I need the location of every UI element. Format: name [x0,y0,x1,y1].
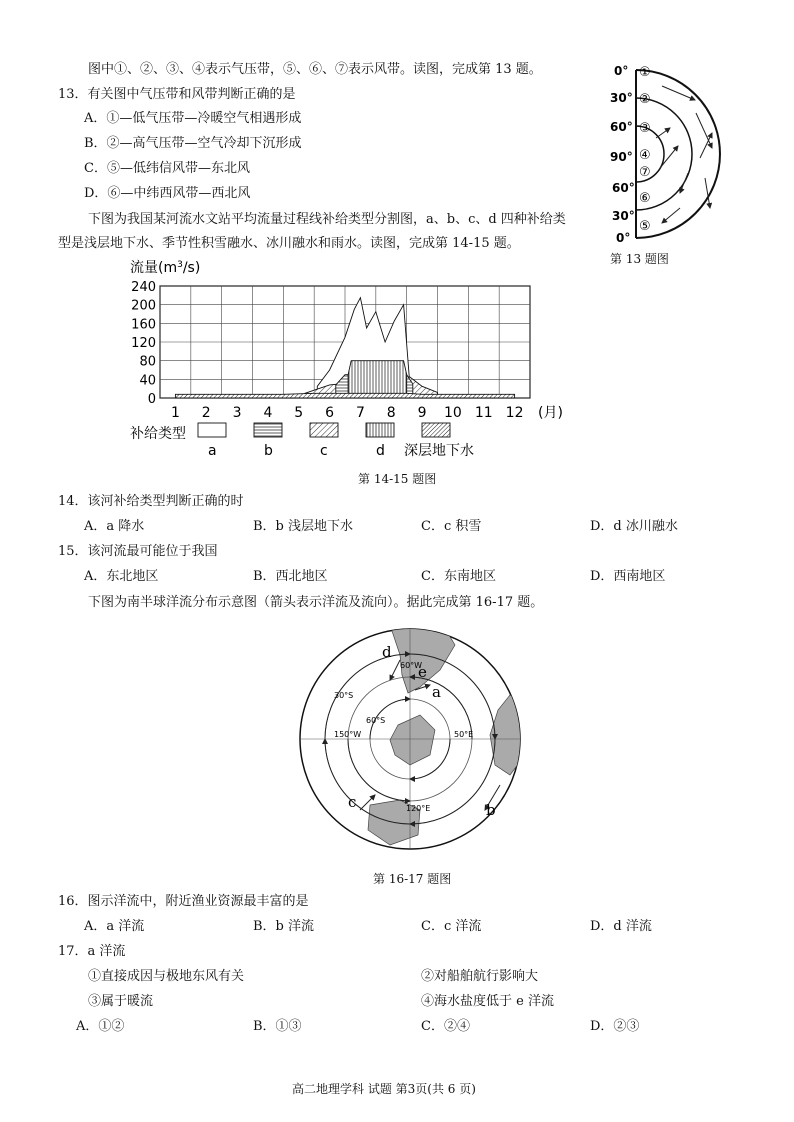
legend-swatch-b [254,423,282,437]
belt-label: ⑥ [639,191,651,206]
legend-swatch-a [198,423,226,437]
q16-option-b[interactable]: B．b 洋流 [253,919,315,934]
q13-figure-caption: 第 13 题图 [610,252,669,266]
chart-xlabel: (月) [538,405,563,421]
map-label-lat1: 30°S [334,691,354,700]
q17-option-c[interactable]: C．②④ [421,1019,470,1034]
pressure-belt-diagram [600,58,740,248]
q17-statement-1: ①直接成因与极地东风有关 [88,969,245,984]
q14-stem: 14．该河补给类型判断正确的时 [58,494,244,509]
lat-label: 0° [614,64,629,78]
lat-label: 30° [612,209,635,223]
q15-stem: 15．该河流最可能位于我国 [58,544,218,559]
legend-label-b: b [264,443,273,459]
q15-option-b[interactable]: B．西北地区 [253,569,328,584]
belt-label: ② [639,92,651,107]
q13-option-d[interactable]: D．⑥—中纬西风带—西北风 [84,186,251,201]
y-tick-label: 200 [131,298,156,314]
q14-option-d[interactable]: D．d 冰川融水 [590,519,678,534]
map-caption: 第 16-17 题图 [373,872,452,886]
q15-option-a[interactable]: A．东北地区 [84,569,159,584]
q1617-intro: 下图为南半球洋流分布示意图（箭头表示洋流及流向）。据此完成第 16-17 题。 [88,595,544,610]
q13-option-c[interactable]: C．⑤—低纬信风带—东北风 [84,161,250,176]
q17-statement-2: ②对船舶航行影响大 [421,969,539,984]
chart-caption: 第 14-15 题图 [358,472,437,486]
page-footer: 高二地理学科 试题 第3页(共 6 页) [292,1082,476,1096]
x-tick-label: 3 [232,405,242,421]
q14-option-a[interactable]: A．a 降水 [84,519,145,534]
x-tick-label: 9 [417,405,427,421]
legend-title: 补给类型 [130,426,186,442]
y-tick-label: 0 [147,392,156,407]
q16-option-a[interactable]: A．a 洋流 [84,919,145,934]
q1415-intro-2: 型是浅层地下水、季节性积雪融水、冰川融水和雨水。读图，完成第 14-15 题。 [58,236,520,251]
x-tick-label: 5 [294,405,304,421]
q14-option-c[interactable]: C．c 积雪 [421,519,482,534]
q13-stem: 13．有关图中气压带和风带判断正确的是 [58,87,296,102]
legend-swatch-c [310,423,338,437]
map-label-c: c [348,793,357,811]
q1415-intro-1: 下图为我国某河流水文站平均流量过程线补给类型分割图，a、b、c、d 四种补给类 [88,212,566,227]
map-label-lat2: 60°S [366,716,386,725]
legend-label-d: d [376,443,385,459]
lat-label: 60° [610,120,633,134]
chart-ylabel: 流量$(m^3/s)$ [130,260,201,276]
legend-label-a: a [208,443,217,459]
x-tick-label: 6 [325,405,335,421]
x-tick-label: 12 [505,405,524,421]
legend-swatch-deep [422,423,450,437]
x-tick-label: 11 [474,405,493,421]
map-label-lon1: 60°W [400,661,423,670]
ocean-current-map [290,615,530,865]
x-tick-label: 8 [386,405,396,421]
belt-label: ① [639,65,651,80]
y-tick-label: 120 [131,336,156,351]
belt-label: ⑦ [639,165,651,180]
q17-option-a[interactable]: A．①② [76,1019,125,1034]
q16-option-d[interactable]: D．d 洋流 [590,919,652,934]
belt-label: ⑤ [639,219,651,234]
x-tick-label: 1 [170,405,180,421]
x-tick-label: 2 [201,405,211,421]
series-area-deep [175,393,514,398]
q13-option-a[interactable]: A．①—低气压带—冷暖空气相遇形成 [84,111,302,126]
series-area-d [348,361,407,398]
legend-swatch-d [366,423,394,437]
q17-stem: 17．a 洋流 [58,944,126,959]
lat-label: 0° [616,231,631,245]
q14-option-b[interactable]: B．b 浅层地下水 [253,519,354,534]
x-tick-label: 7 [355,405,365,421]
q15-option-d[interactable]: D．西南地区 [590,569,666,584]
q17-option-d[interactable]: D．②③ [590,1019,640,1034]
belt-label: ③ [639,121,651,136]
map-label-d: d [382,643,392,661]
map-label-lon2: 150°W [334,730,362,739]
q16-option-c[interactable]: C．c 洋流 [421,919,482,934]
y-tick-label: 240 [131,280,156,295]
hydrograph-chart [120,258,570,463]
belt-label: ④ [639,148,651,163]
map-label-e: e [418,663,427,681]
map-label-lon4: 120°E [406,804,431,813]
map-label-b: b [486,801,496,819]
lat-label: 90° [610,150,633,164]
legend-label-deep: 深层地下水 [404,443,474,459]
legend-label-c: c [320,443,328,459]
y-tick-label: 80 [139,354,156,370]
q17-option-b[interactable]: B．①③ [253,1019,302,1034]
map-label-a: a [432,683,441,701]
y-tick-label: 40 [139,373,156,389]
q16-stem: 16．图示洋流中，附近渔业资源最丰富的是 [58,894,309,909]
lat-label: 30° [610,91,633,105]
y-tick-label: 160 [131,317,156,333]
q13-intro: 图中①、②、③、④表示气压带，⑤、⑥、⑦表示风带。读图，完成第 13 题。 [88,62,542,77]
x-tick-label: 4 [263,405,273,421]
lat-label: 60° [612,181,635,195]
q13-option-b[interactable]: B．②—高气压带—空气冷却下沉形成 [84,136,302,151]
x-tick-label: 10 [444,405,462,421]
q15-option-c[interactable]: C．东南地区 [421,569,496,584]
q17-statement-4: ④海水盐度低于 e 洋流 [421,994,554,1009]
q17-statement-3: ③属于暖流 [88,994,154,1009]
map-label-lon3: 50°E [454,730,474,739]
